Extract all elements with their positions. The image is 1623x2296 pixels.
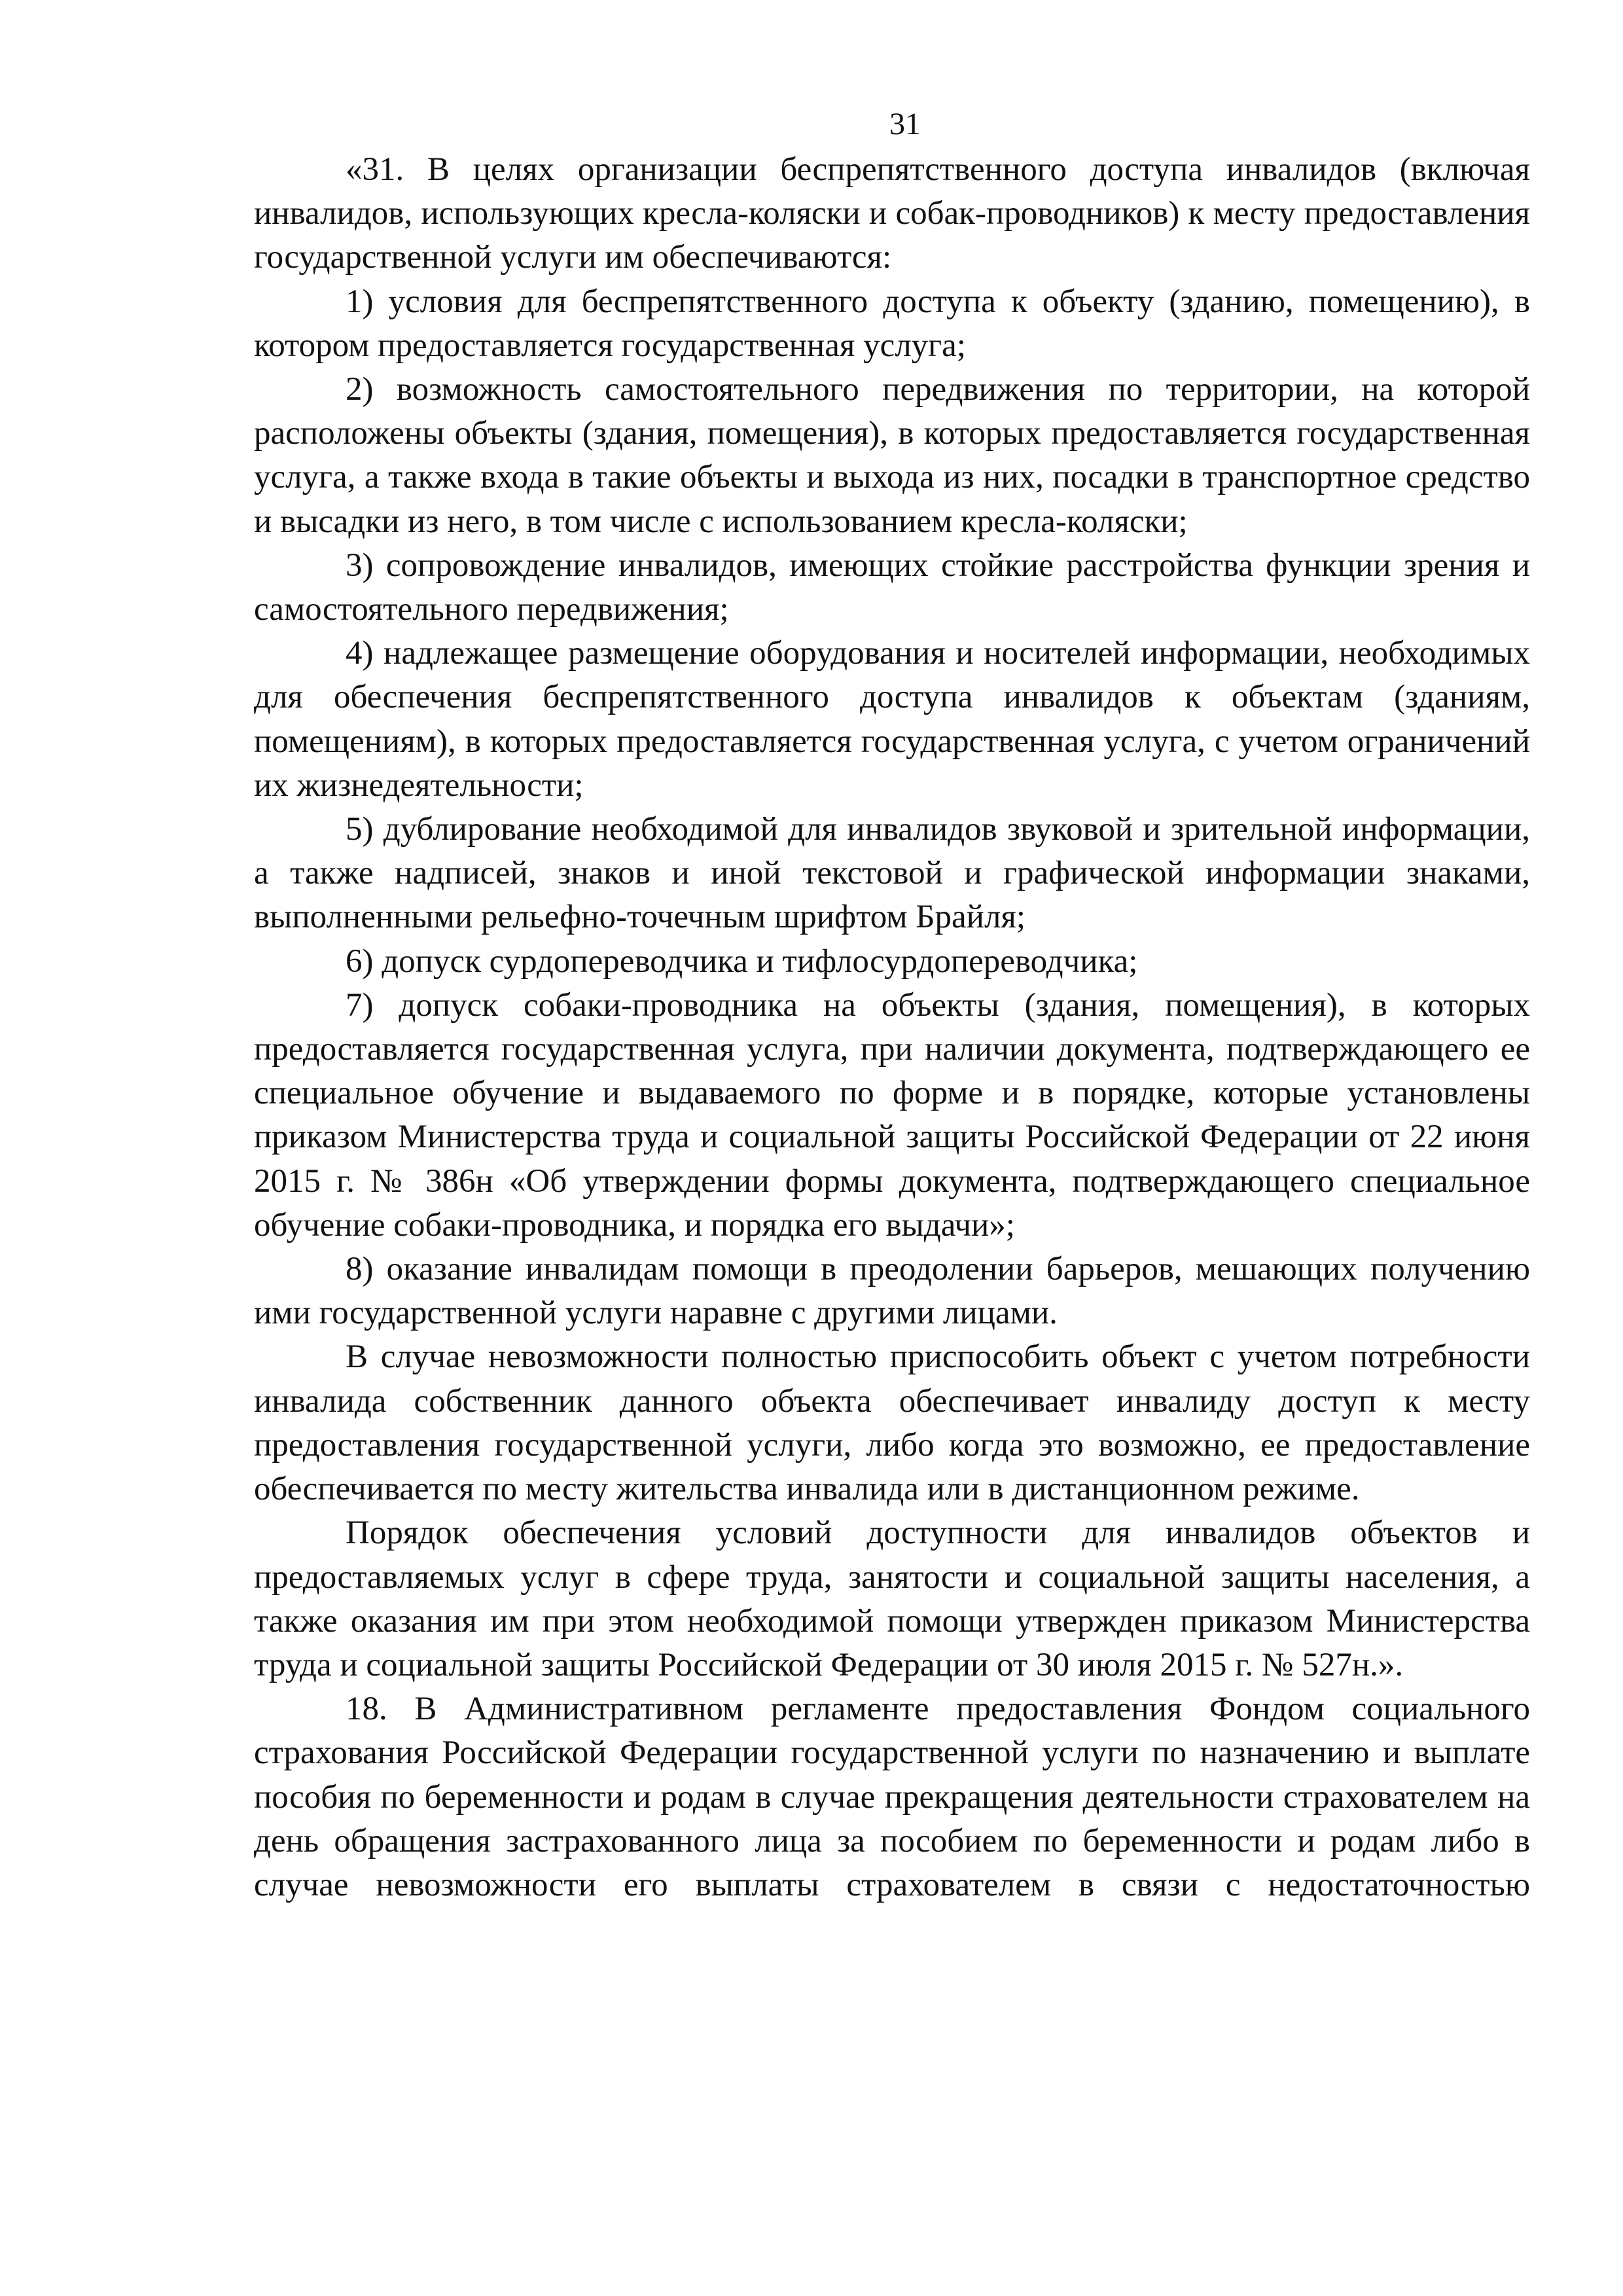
paragraph-impossibility: В случае невозможности полностью приспособить объект с учетом потребности инвалида собственник данного объекта обеспечивает инвалиду доступ к месту предоставления государственной услуги, либо когда это возможно, ее предоставление обеспечивается по месту жительства инвалида или в дистанционном режиме. [254,1338,1530,1508]
list-item-5: 5) дублирование необходимой для инвалидов звуковой и зрительной информации, а также надписей, знаков и иной текстовой и графической информации знаками, выполненными рельефно-точечным шрифтом Брайля; [254,811,1530,936]
list-item-2: 2) возможность самостоятельного передвижения по территории, на которой расположены объекты (здания, помещения), в которых предоставляется государственная услуга, а также входа в такие объекты и выхода из них, посадки в транспортное средство и высадки из него, в том числе с использованием кресла-коляски; [254,371,1530,540]
page-number: 31 [889,107,921,141]
list-item-8: 8) оказание инвалидам помощи в преодолении барьеров, мешающих получению ими государственной услуги наравне с другими лицами. [254,1251,1530,1332]
list-item-1: 1) условия для беспрепятственного доступа к объекту (зданию, помещению), в котором предоставляется государственная услуга; [254,283,1530,364]
list-item-4: 4) надлежащее размещение оборудования и носителей информации, необходимых для обеспечения беспрепятственного доступа инвалидов к объектам (зданиям, помещениям), в которых предоставляется государственная услуга, с учетом ограничений их жизнедеятельности; [254,635,1530,804]
paragraph-item-18: 18. В Административном регламенте предоставления Фондом социального страхования Российской Федерации государственной услуги по назначению и выплате пособия по беременности и родам в случае прекращения деятельности страхователем на день обращения застрахованного лица за пособием по беременности и родам либо в случае невозможности его выплаты страхователем в связи с недостаточностью [254,1691,1530,1903]
list-item-3: 3) сопровождение инвалидов, имеющих стойкие расстройства функции зрения и самостоятельного передвижения; [254,547,1530,628]
paragraph-procedure: Порядок обеспечения условий доступности для инвалидов объектов и предоставляемых услуг в сфере труда, занятости и социальной защиты населения, а также оказания им при этом необходимой помощи утвержден приказом Министерства труда и социальной защиты Российской Федерации от 30 июля 2015 г. № 527н.». [254,1515,1530,1683]
document-page [254,105,1530,1907]
list-item-7: 7) допуск собаки-проводника на объекты (здания, помещения), в которых предоставляется государственная услуга, при наличии документа, подтверждающего ее специальное обучение и выдаваемого по форме и в порядке, которые установлены приказом Министерства труда и социальной защиты Российской Федерации от 22 июня 2015 г. № 386н «Об утверждении формы документа, подтверждающего специальное обучение собаки-проводника, и порядка его выдачи»; [254,986,1530,1244]
paragraph-item-31: «31. В целях организации беспрепятственного доступа инвалидов (включая инвалидов, использующих кресла-коляски и собак-проводников) к месту предоставления государственной услуги им обеспечиваются: [254,151,1530,276]
list-item-6: 6) допуск сурдопереводчика и тифлосурдопереводчика; [346,942,1138,980]
